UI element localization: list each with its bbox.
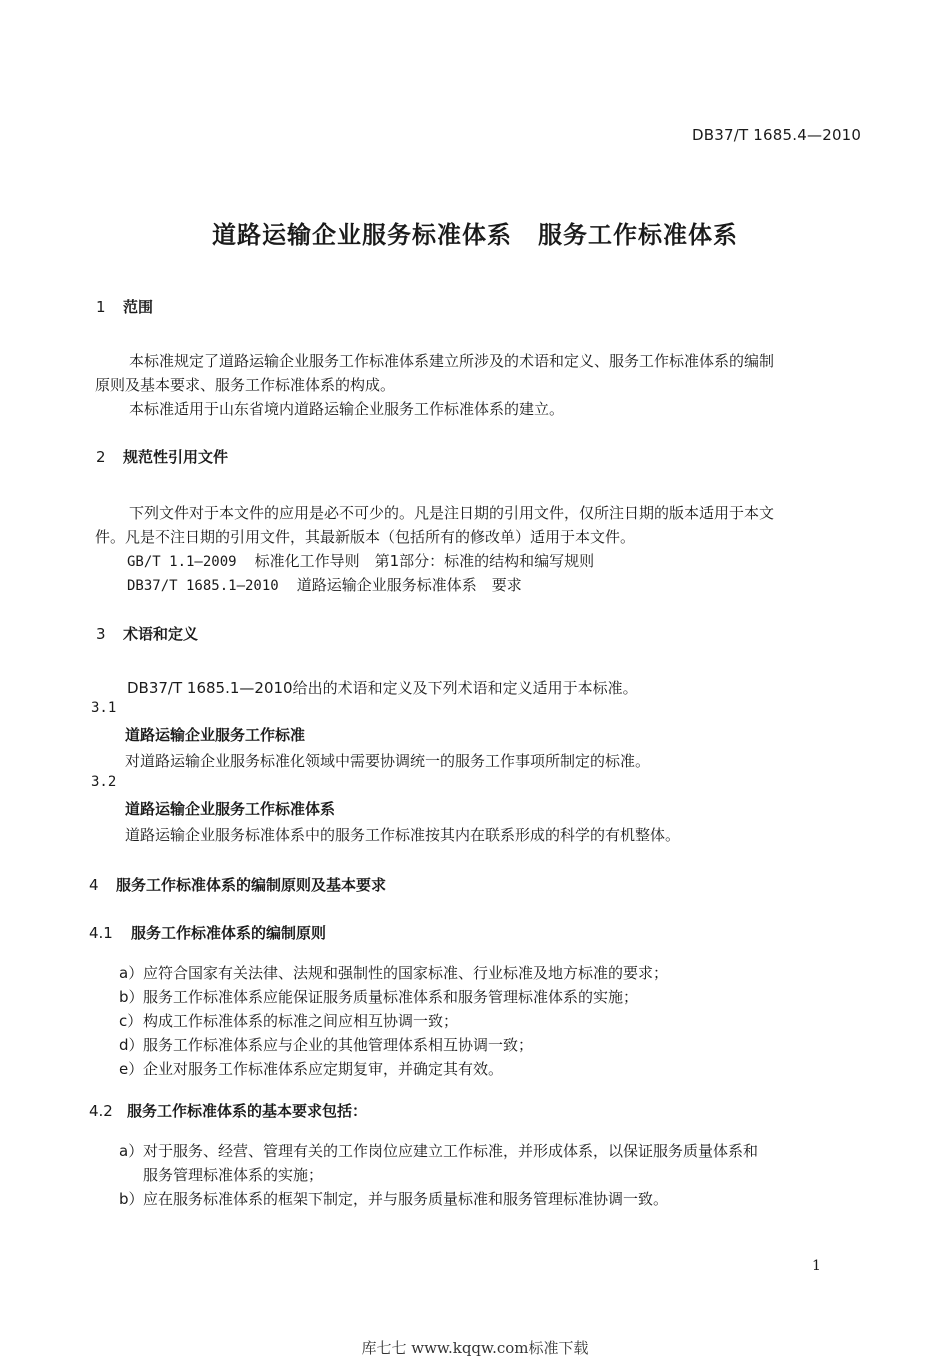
reference-title: 道路运输企业服务标准体系 要求 xyxy=(296,576,522,594)
title-part-2: 服务工作标准体系 xyxy=(538,221,738,249)
title-part-1: 道路运输企业服务标准体系 xyxy=(212,221,512,249)
section-number: 4 xyxy=(89,876,99,894)
section-1-heading xyxy=(96,296,153,317)
list-item-text: 企业对服务工作标准体系应定期复审，并确定其有效。 xyxy=(143,1060,504,1078)
list-marker: d） xyxy=(119,1036,144,1054)
footer-watermark-text: 库七七 www.kqqw.com标准下载 xyxy=(361,1339,589,1357)
section-2-paragraph-line: 件。凡是不注日期的引用文件，其最新版本（包括所有的修改单）适用于本文件。 xyxy=(95,528,636,546)
list-item-text: 对于服务、经营、管理有关的工作岗位应建立工作标准，并形成体系，以保证服务质量体系和 xyxy=(143,1142,759,1160)
list-item xyxy=(119,1140,758,1161)
subsection-number: 4.1 xyxy=(89,924,113,942)
reference-title: 标准化工作导则 第1部分：标准的结构和编写规则 xyxy=(254,552,595,570)
list-item-continuation: 服务管理标准体系的实施； xyxy=(143,1166,324,1184)
list-marker: e） xyxy=(119,1060,144,1078)
section-2-heading xyxy=(96,446,228,467)
subsection-number: 4.2 xyxy=(89,1102,113,1120)
list-item xyxy=(119,1188,668,1209)
list-item xyxy=(119,1058,503,1079)
list-marker: b） xyxy=(119,1190,144,1208)
section-title: 服务工作标准体系的编制原则及基本要求 xyxy=(116,876,387,894)
section-number: 3 xyxy=(96,625,106,643)
section-number: 2 xyxy=(96,448,106,466)
section-1-paragraph: 本标准适用于山东省境内道路运输企业服务工作标准体系的建立。 xyxy=(129,400,565,418)
list-item xyxy=(119,962,668,983)
list-item xyxy=(119,1010,458,1031)
subsection-4-1-heading xyxy=(89,922,326,943)
list-item-text: 服务工作标准体系应能保证服务质量标准体系和服务管理标准体系的实施； xyxy=(143,988,639,1006)
term-definition: 道路运输企业服务标准体系中的服务工作标准按其内在联系形成的科学的有机整体。 xyxy=(125,826,681,844)
section-2-paragraph-line: 下列文件对于本文件的应用是必不可少的。凡是注日期的引用文件，仅所注日期的版本适用于本文 xyxy=(129,504,775,522)
subsection-title: 服务工作标准体系的基本要求包括： xyxy=(127,1102,368,1120)
list-marker: a） xyxy=(119,1142,144,1160)
list-item xyxy=(119,986,638,1007)
normative-reference xyxy=(127,574,522,595)
subsection-title: 服务工作标准体系的编制原则 xyxy=(131,924,327,942)
section-1-paragraph-line: 本标准规定了道路运输企业服务工作标准体系建立所涉及的术语和定义、服务工作标准体系的编制 xyxy=(129,352,775,370)
list-marker: a） xyxy=(119,964,144,982)
section-3-intro: DB37/T 1685.1—2010给出的术语和定义及下列术语和定义适用于本标准。 xyxy=(127,679,638,697)
section-title: 术语和定义 xyxy=(123,625,199,643)
list-item-text: 构成工作标准体系的标准之间应相互协调一致； xyxy=(143,1012,459,1030)
section-3-heading xyxy=(96,623,198,644)
section-4-heading xyxy=(89,874,386,895)
term-name: 道路运输企业服务工作标准体系 xyxy=(125,800,336,818)
term-number: 3.1 xyxy=(91,700,117,716)
standard-code: DB37/T 1685.4—2010 xyxy=(692,126,862,144)
subsection-4-2-heading xyxy=(89,1100,367,1121)
section-title: 范围 xyxy=(123,298,154,316)
list-item-text: 应符合国家有关法律、法规和强制性的国家标准、行业标准及地方标准的要求； xyxy=(143,964,669,982)
term-name: 道路运输企业服务工作标准 xyxy=(125,726,306,744)
page-number: 1 xyxy=(812,1258,821,1274)
list-item-text: 服务工作标准体系应与企业的其他管理体系相互协调一致； xyxy=(143,1036,534,1054)
reference-code: GB/T 1.1—2009 xyxy=(127,554,237,570)
normative-reference xyxy=(127,550,594,571)
section-1-paragraph-line: 原则及基本要求、服务工作标准体系的构成。 xyxy=(95,376,396,394)
term-definition: 对道路运输企业服务标准化领域中需要协调统一的服务工作事项所制定的标准。 xyxy=(125,752,651,770)
list-marker: c） xyxy=(119,1012,143,1030)
term-number: 3.2 xyxy=(91,774,117,790)
section-number: 1 xyxy=(96,298,106,316)
list-item-text: 应在服务标准体系的框架下制定，并与服务质量标准和服务管理标准协调一致。 xyxy=(143,1190,669,1208)
reference-code: DB37/T 1685.1—2010 xyxy=(127,578,279,594)
list-item xyxy=(119,1034,533,1055)
section-title: 规范性引用文件 xyxy=(123,448,229,466)
list-marker: b） xyxy=(119,988,144,1006)
document-title xyxy=(0,215,950,250)
